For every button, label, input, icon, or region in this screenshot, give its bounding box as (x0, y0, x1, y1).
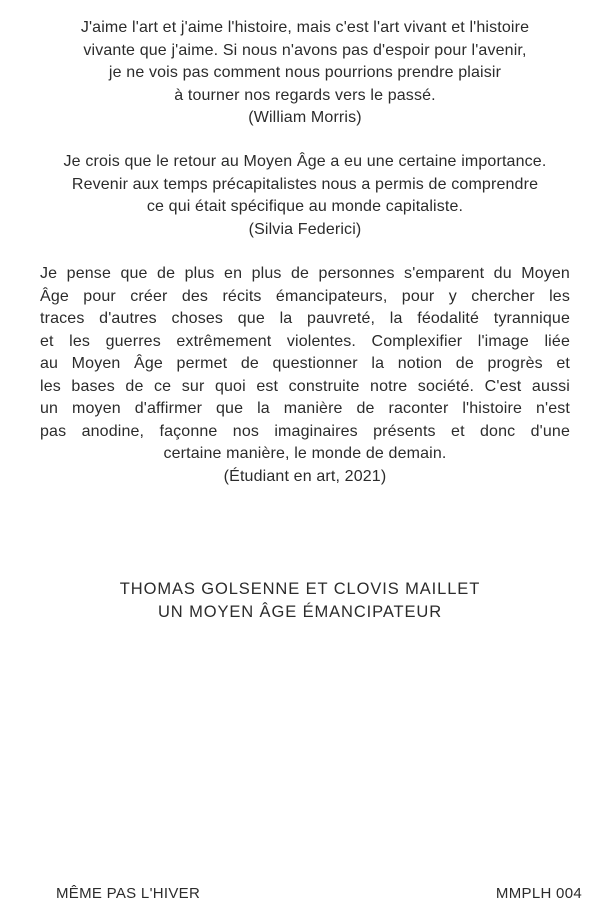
quote-line: pas anodine, façonne nos imaginaires présents et donc d'une (40, 422, 570, 440)
quote-line: Âge pour créer des récits émancipateurs, pour y chercher les (40, 287, 570, 305)
quote-line: et les guerres extrêmement violentes. Complexifier l'image liée (40, 332, 570, 350)
quote-attribution: (William Morris) (248, 109, 362, 126)
quote-line: J'aime l'art et j'aime l'histoire, mais c'est l'art vivant et l'histoire (80, 19, 530, 36)
book-title: UN MOYEN ÂGE ÉMANCIPATEUR (157, 603, 443, 621)
book-authors: THOMAS GOLSENNE ET CLOVIS MAILLET (119, 580, 481, 598)
series-code: MMPLH 004 (495, 885, 582, 902)
quote-attribution: (Étudiant en art, 2021) (223, 467, 387, 485)
quote-art-student (40, 263, 570, 488)
quote-line: certaine manière, le monde de demain. (163, 445, 447, 462)
quote-line: Je crois que le retour au Moyen Âge a eu une certaine importance. (63, 153, 547, 170)
quote-line: Revenir aux temps précapitalistes nous a permis de comprendre (71, 175, 539, 193)
publisher-name: MÊME PAS L'HIVER (56, 885, 201, 902)
book-credits (0, 578, 600, 624)
quote-line: au Moyen Âge permet de questionner la notion de progrès et (40, 355, 570, 372)
quote-line: ce qui était spécifique au monde capitaliste. (146, 198, 464, 215)
quote-line: les bases de ce sur quoi est construite notre société. C'est aussi (40, 377, 570, 395)
quote-line: Je pense que de plus en plus de personnes s'emparent du Moyen (40, 265, 570, 282)
quote-line: je ne vois pas comment nous pourrions prendre plaisir (108, 64, 502, 81)
quote-attribution: (Silvia Federici) (248, 220, 362, 238)
quote-william-morris (40, 17, 570, 130)
quote-line: à tourner nos regards vers le passé. (174, 86, 436, 104)
quote-line: traces d'autres choses que la pauvreté, la féodalité tyrannique (40, 310, 570, 327)
quote-silvia-federici (40, 151, 570, 241)
quote-line: vivante que j'aime. Si nous n'avons pas d'espoir pour l'avenir, (83, 41, 527, 59)
quote-line: un moyen d'affirmer que la manière de raconter l'histoire n'est (40, 400, 570, 417)
